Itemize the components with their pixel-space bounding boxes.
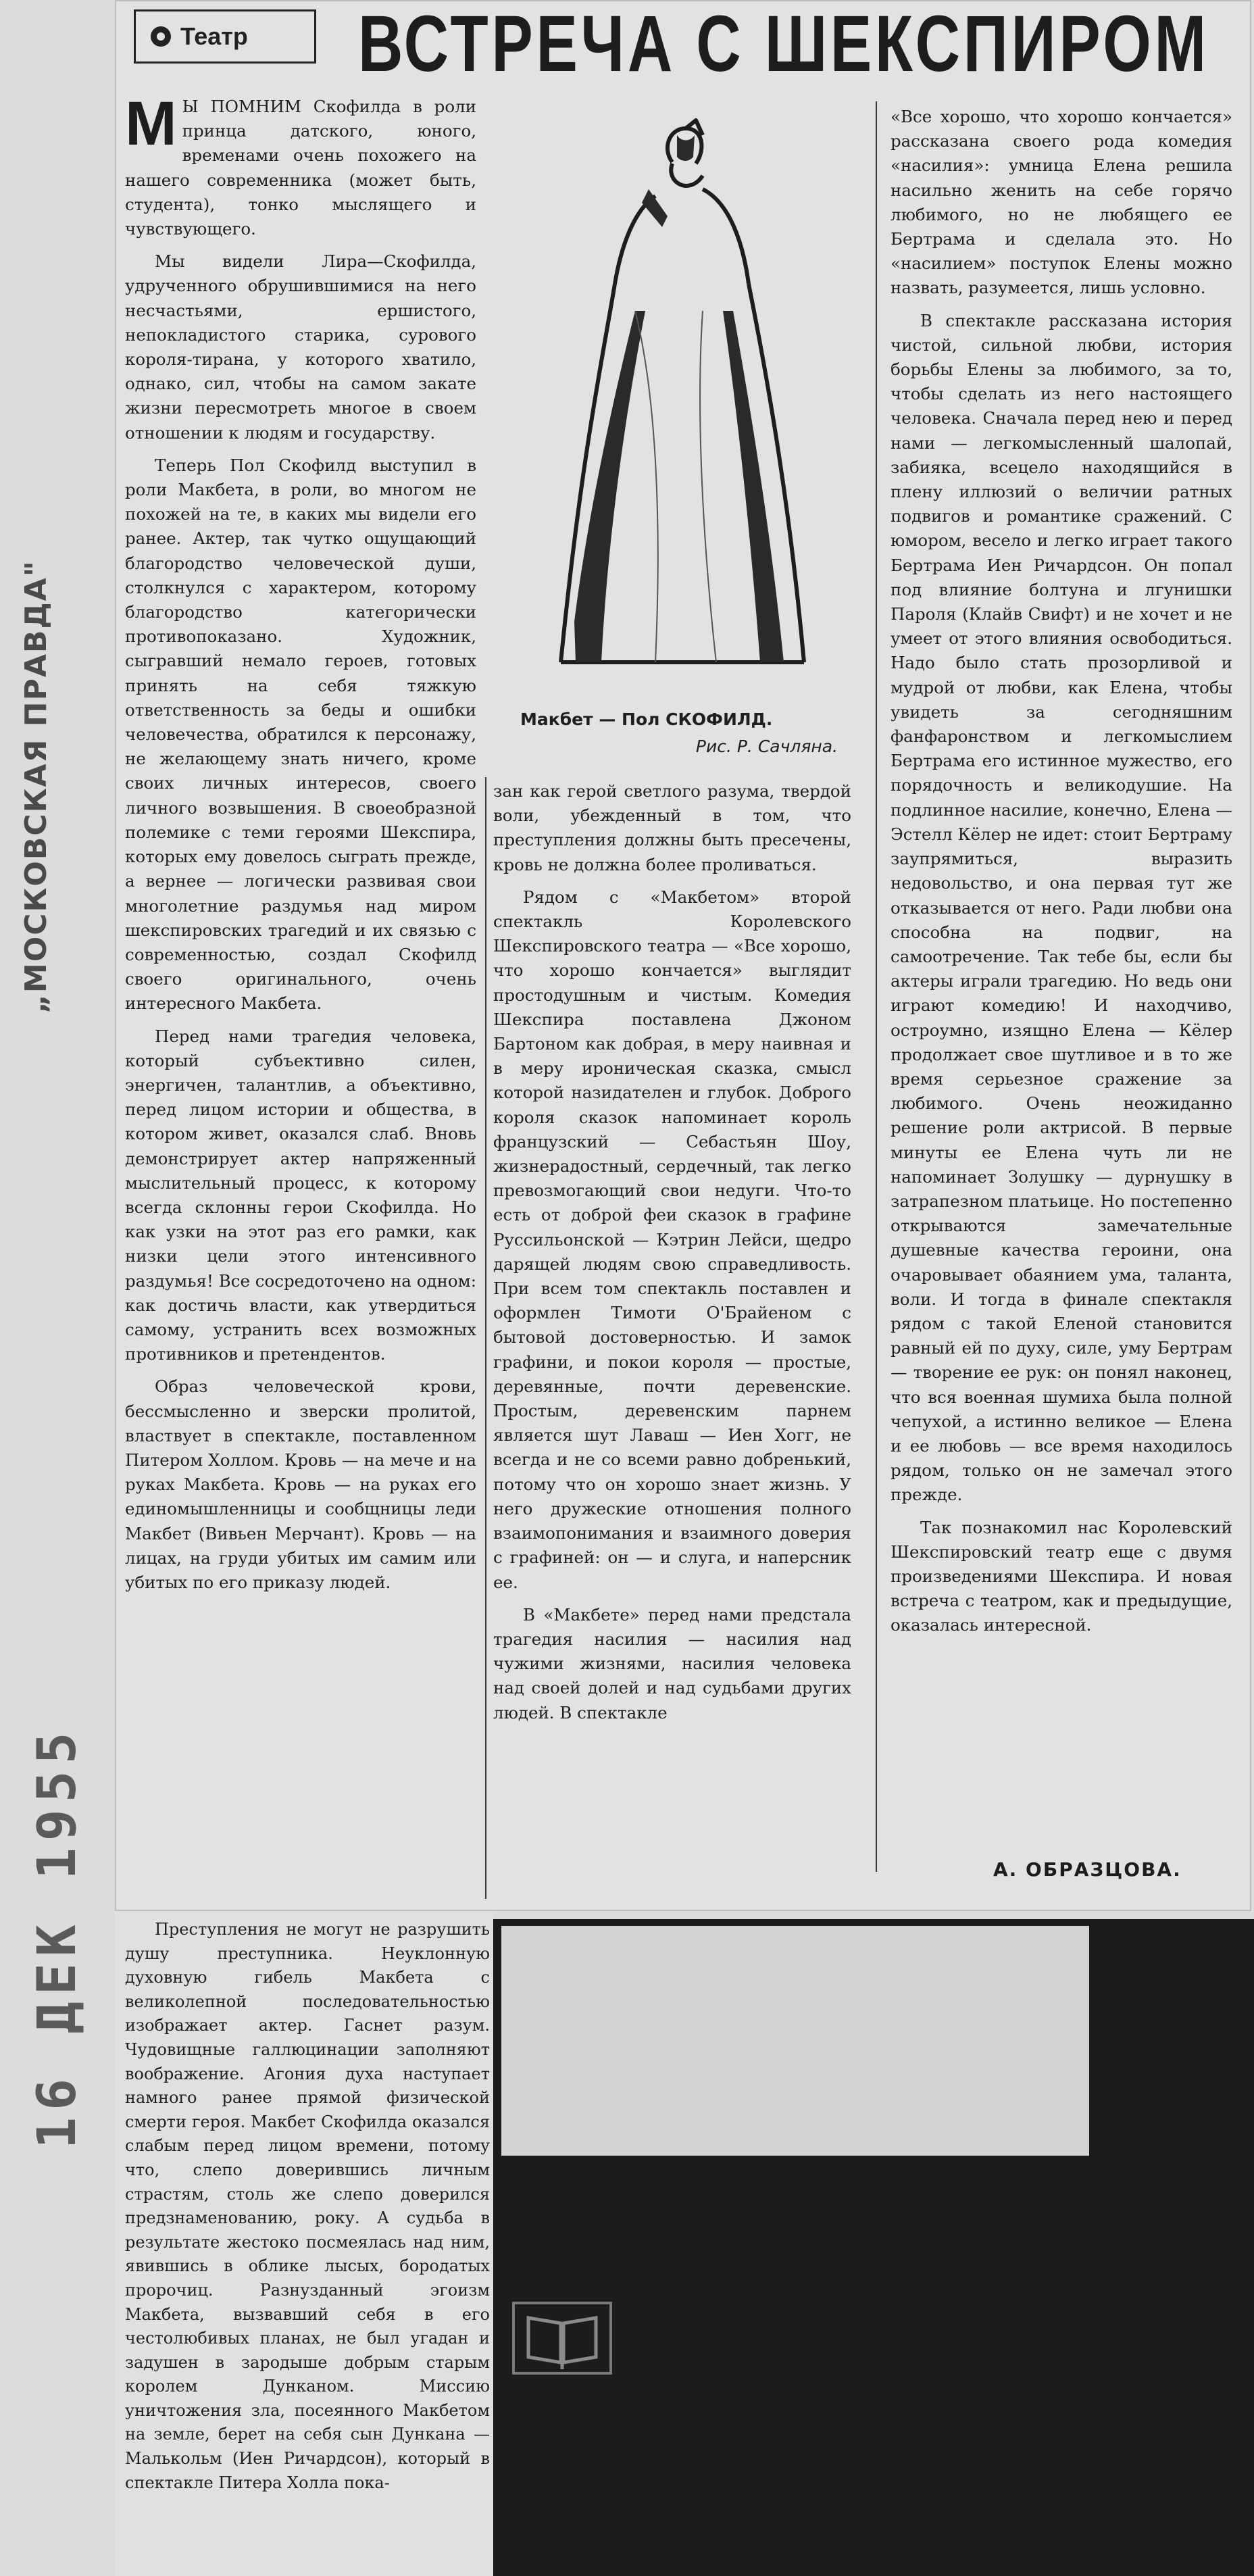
illustration-caption [520,706,845,767]
caption-title: Макбет — Пол СКОФИЛД. [520,710,773,729]
theatre-mask-icon [151,26,171,47]
blank-card [501,1926,1089,2156]
newspaper-name-annotation: „МОСКОВСКАЯ ПРАВДА" [19,560,53,1014]
section-rubric [134,9,316,64]
paragraph: Образ человеческой крови, бессмысленно и зверски пролитой, властвует в спектакле, поставленном Питером Холлом. Кровь — на мече и на руках Макбета. Кровь — на руках его единомышленницы и сообщницы леди Макбет (Вивьен Мерчант). Кровь — на лицах, на груди убитых им самим или убитых по его приказу людей. [125,1377,476,1592]
paragraph: «Все хорошо, что хорошо кончается» рассказана своего рода комедия «насилия»: умница Елена решила насильно женить на себе горячо любимого, но не любящего ее Бертрама и сделала это. Но «насилием» поступок Елены можно назвать, разумеется, лишь условно. [891,107,1232,298]
paragraph: Преступления не могут не разрушить душу преступника. Неуклонную духовную гибель Макбета с великолепной последовательностью изображает актер. Гаснет разум. Чудовищные галлюцинации заполняют воображение. Агония духа наступает намного ранее прямой физической смерти героя. Макбет Скофилда оказался слабым перед лицом времени, потому что, слепо доверившись личным страстям, столь же слепо доверился предзнаменованию, року. А судьба в результате жестоко посмеялась над ним, явившись в облике лысых, бородатых пророчиц. Разнузданный эгоизм Макбета, вызвавший себя в его честолюбивых планах, не был угадан и задушен в зародыше добрым старым королем Дунканом. Миссию уничтожения зла, посеянного Макбетом на земле, берет на себя сын Дункана — Малькольм (Иен Ричардсон), который в спектакле Питера Холла пока- [125,1920,490,2492]
drop-cap: М [125,89,177,158]
column-rule [876,101,877,1872]
paragraph: зан как герой светлого разума, твердой воли, убежденный в том, что преступления должны быть пресечены, кровь не должна более проливаться. [493,781,851,874]
article-column-2 [493,779,851,1733]
book-icon [508,2298,616,2379]
paragraph: Так познакомил нас Королевский Шекспировский театр еще с двумя произведениями Шекспира. И новая встреча с театром, как и предыдущие, оказалась интересной. [891,1517,1232,1635]
caption-credit: Рис. Р. Сачляна. [695,737,838,756]
rubric-label: Театр [180,22,248,50]
column-rule [485,777,486,1899]
article-headline: ВСТРЕЧА С ШЕКСПИРОМ [358,0,1209,89]
paragraph: Теперь Пол Скофилд выступил в роли Макбета, в роли, во многом не похожей на те, в каких мы видели его ранее. Актер, так чутко ощущающий благородство человеческой души, столкнулся с характером, которому благородство категорически противопоказано. Художник, сыгравший немало героев, готовых принять на себя тяжкую ответственность за беды и ошибки человечества, обратился к персонажу, не желающему знать ничего, кроме своих личных интересов, своего личного возвышения. В своеобразной полемике с теми героями Шекспира, которых ему довелось сыграть прежде, а вернее — логически развивая свои многолетние раздумья над миром шекспировских трагедий и их связью с современностью, создал Скофилд своего оригинального, очень интересного Макбета. [125,455,476,1014]
macbeth-illustration [500,108,851,696]
paragraph: В «Макбете» перед нами предстала трагедия насилия — насилия над чужими жизнями, насилия человека над своей долей и над судьбами других людей. В спектакле [493,1604,851,1723]
paragraph: М Ы ПОМНИМ Скофилда в роли принца датского, юного, временами очень похожего на нашего современника (может быть, студента), тонко мыслящего и чувствующего. [125,89,476,239]
article-column-1-continued [125,1918,490,2503]
paragraph: В спектакле рассказана история чистой, сильной любви, история борьбы Елены за любимого, за то, чтобы сделать из него настоящего человека. Сначала перед нею и перед нами — легкомысленный шалопай, забияка, всецело находящийся в плену иллюзий о величии ратных подвигов и романтике сражений. С юмором, весело и легко играет такого Бертрама Иен Ричардсон. Он попал под влияние болтуна и лгунишки Пароля (Клайв Свифт) и не хочет и не умеет от этого влияния освободиться. Надо было стать прозорливой и мудрой от любви, как Елена, чтобы увидеть за сегодняшним фанфаронством и легкомыслием Бертрама его истинное мужество, его порядочность и великодушие. На подлинное насилие, конечно, Елена — Эстелл Кёлер не идет: стоит Бертраму заупрямиться, выразить недовольство, и она первая тут же отказывается от него. Ради любви она способна на подвиг, на самоотречение. Так тебе бы, если бы актеры играли трагедию. Но ведь они играют комедию! И находчиво, остроумно, изящно Елена — Кёлер продолжает свое шутливое и в то же время серьезное сражение за любимого. Очень неожиданно решение роли актрисой. В первые минуты ее Елена чуть ли не напоминает Золушку — дурнушку в затрапезном платьице. Но постепенно открываются замечательные душевные качества героини, она очаровывает обаянием ума, таланта, воли. И тогда в финале спектакля рядом с такой Еленой становится равный ей по духу, силе, уму Бертрам — творение ее рук: он понял наконец, что вся военная шумиха была полной чепухой, а истинно великое — Елена и ее любовь — все время находилось рядом, только он не замечал этого прежде. [891,310,1232,1505]
author-signature: А. ОБРАЗЦОВА. [993,1858,1182,1881]
article-column-3 [891,105,1232,1646]
paragraph: Рядом с «Макбетом» второй спектакль Королевского Шекспировского театра — «Все хорошо, что хорошо кончается» выглядит простодушным и чистым. Комедия Шекспира поставлена Джоном Бартоном как добрая, в меру наивная и в меру ироническая сказка, смысл которой назидателен и глубок. Доброго короля сказок напоминает король французский — Себастьян Шоу, жизнерадостный, сердечный, так легко превозмогающий свои недуги. Что-то есть от доброй феи сказок в графине Руссильонской — Кэтрин Лейси, щедро дарящей людям свою справедливость. При всем том спектакль поставлен и оформлен Тимоти О'Брайеном с бытовой достоверностью. И замок графини, и покои короля — простые, деревянные, почти деревенские. Простым, деревенским парнем является шут Лаваш — Иен Хогг, не всегда и не со всеми равно добренький, потому что он хорошо знает жизнь. У него дружеские отношения полного взаимопонимания и взаимного доверия с графиней: он — и слуга, и наперсник ее. [493,887,851,1592]
article-column-1 [125,89,476,1603]
paragraph: Мы видели Лира—Скофилда, удрученного обрушившимися на него несчастьями, ершистого, непокладистого старика, сурового короля-тирана, у которого хватило, однако, сил, чтобы на самом закате жизни пересмотреть многое в своем отношении к людям и государству. [125,251,476,443]
date-stamp: 16 ДЕК 1955 [27,1725,88,2149]
paragraph: Перед нами трагедия человека, который субъективно силен, энергичен, талантлив, а объективно, перед лицом истории и общества, в котором живет, оказался слаб. Вновь демонстрирует актер напряженный мыслительный процесс, к которому всегда склонны герои Скофилда. Но как узки на этот раз его рамки, как низки цели этого интенсивного раздумья! Все сосредоточено на одном: как достичь власти, как утвердиться самому, устранить всех возможных противников и претендентов. [125,1026,476,1364]
